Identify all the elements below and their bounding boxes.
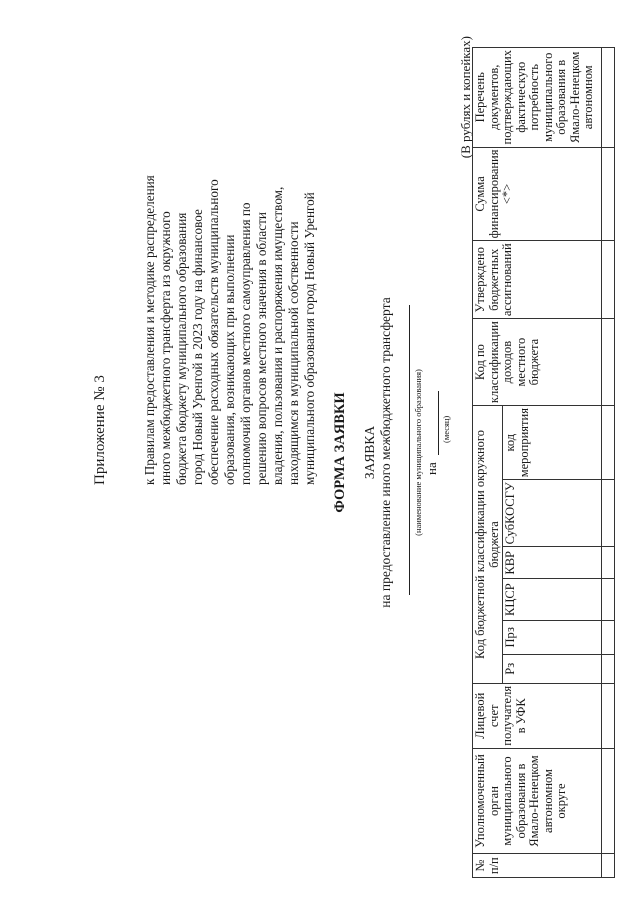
table-cell	[602, 406, 615, 480]
header-event-code: код мероприятия	[503, 406, 602, 480]
request-subtitle: на предоставление иного межбюджетного трансферта	[378, 297, 393, 608]
municipality-name-line	[409, 305, 410, 595]
rules-line: обеспечение расходных обязательств муниципального	[206, 179, 221, 485]
request-heading: ЗАЯВКА	[362, 425, 377, 480]
rules-line: полномочий органов местного самоуправления по	[238, 202, 253, 485]
units-note: (В рублях и копейках)	[458, 36, 473, 159]
table-cell	[602, 319, 615, 406]
table-cell	[602, 547, 615, 579]
form-title: ФОРМА ЗАЯВКИ	[332, 392, 348, 513]
header-subkosgu: СубКОСГУ	[503, 480, 602, 547]
header-prz: Прз	[503, 621, 602, 655]
rules-line: муниципального образования город Новый Уренгой	[302, 192, 317, 485]
header-account: Лицевой счет получателя в УФК	[473, 683, 602, 748]
table-cell	[602, 147, 615, 241]
header-kcsr: КЦСР	[503, 579, 602, 621]
header-docs: Перечень документов, подтверждающих фактическую потребность муниципального образования в Ямало-Ненецком автономном	[473, 48, 602, 148]
month-line	[438, 391, 439, 455]
municipality-name-caption: (наименование муниципального образования)	[413, 369, 423, 536]
table-cell	[602, 480, 615, 547]
table-cell	[602, 48, 615, 148]
rules-line: иного межбюджетного трансферта из окружного	[158, 211, 173, 485]
header-income-code: Код по классификации доходов местного бюджета	[473, 319, 602, 406]
rules-line: находящимся в муниципальной собственности	[286, 221, 301, 485]
header-sum: Сумма финансирования <*>	[473, 147, 602, 241]
header-kbk: Код бюджетной классификации окружного бюджета	[473, 406, 503, 684]
rules-line: к Правилам предоставления и методике распределения	[142, 175, 157, 485]
month-caption: (месяц)	[441, 415, 451, 443]
rules-line: бюджета бюджету муниципального образования	[174, 212, 189, 485]
rules-line: образования, возникающих при выполнении	[222, 234, 237, 485]
month-prefix: на	[424, 462, 439, 475]
table-cell	[602, 241, 615, 319]
header-organ: Уполномоченный орган муниципального образования в Ямало-Ненецком автономном округе	[473, 748, 602, 854]
table-cell	[602, 748, 615, 854]
header-kvr: КВР	[503, 547, 602, 579]
rules-reference	[142, 25, 318, 485]
header-num: № п/п	[473, 854, 602, 878]
rules-line: решению вопросов местного значения в области	[254, 212, 269, 485]
request-table	[472, 47, 615, 878]
table-cell	[602, 621, 615, 655]
table-cell	[602, 654, 615, 683]
rules-line: город Новый Уренгой в 2023 году на финансовое	[190, 209, 205, 485]
rules-line: владения, пользования и распоряжения имуществом,	[270, 186, 285, 485]
table-cell	[602, 683, 615, 748]
table-row	[602, 48, 615, 878]
header-approved: Утверждено бюджетных ассигнований	[473, 241, 602, 319]
table-cell	[602, 579, 615, 621]
header-rz: Рз	[503, 654, 602, 683]
table-cell	[602, 854, 615, 878]
appendix-number: Приложение № 3	[92, 375, 108, 485]
